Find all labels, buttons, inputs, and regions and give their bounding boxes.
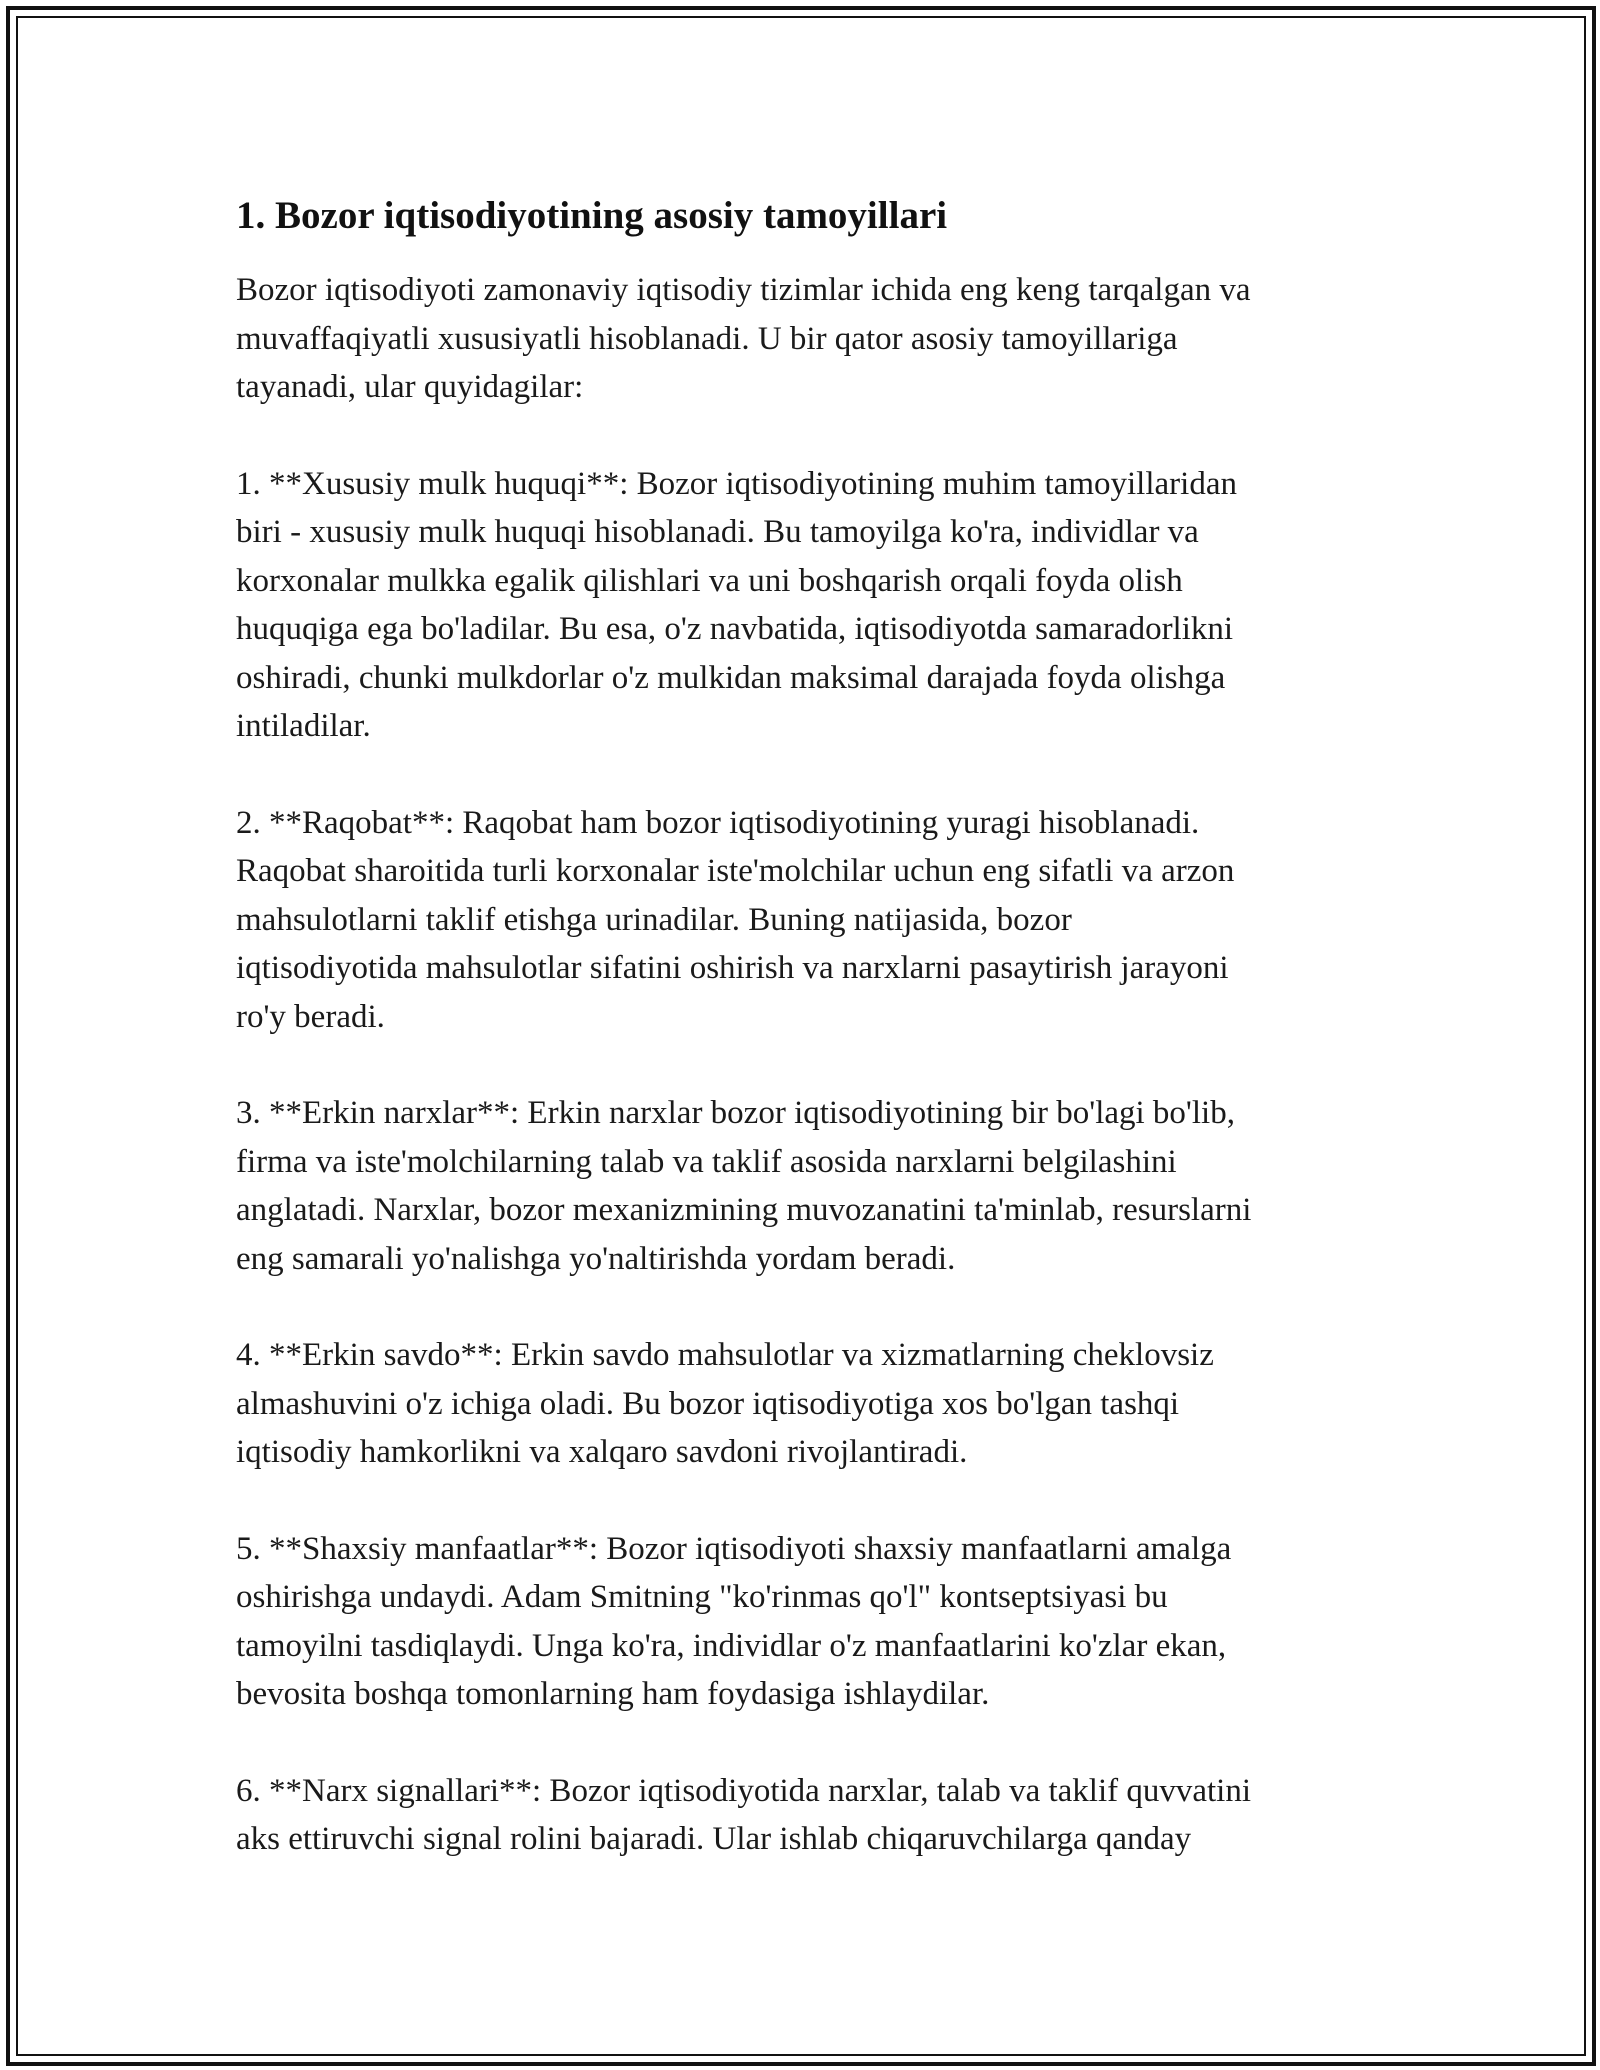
document-body bbox=[236, 188, 1376, 1912]
intro-paragraph: Bozor iqtisodiyoti zamonaviy iqtisodiy tizimlar ichida eng keng tarqalgan va muvaffaqiyatli xususiyatli hisoblanadi. U bir qator asosiy tamoyillariga tayanadi, ular quyidagilar: bbox=[236, 272, 1251, 405]
principle-self-interest: 5. **Shaxsiy manfaatlar**: Bozor iqtisodiyoti shaxsiy manfaatlarni amalga oshirishga undaydi. Adam Smitning "ko'rinmas qo'l" kontseptsiyasi bu tamoyilni tasdiqlaydi. Unga ko'ra, individlar o'z manfaatlarini ko'zlar ekan, bevosita boshqa tomonlarning ham foydasiga ishlaydilar. bbox=[236, 1530, 1232, 1712]
principle-free-trade: 4. **Erkin savdo**: Erkin savdo mahsulotlar va xizmatlarning cheklovsiz almashuvini o'z ichiga oladi. Bu bozor iqtisodiyotiga xos bo'lgan tashqi iqtisodiy hamkorlikni va xalqaro savdoni rivojlantiradi. bbox=[236, 1337, 1214, 1470]
principle-private-property: 1. **Xususiy mulk huquqi**: Bozor iqtisodiyotining muhim tamoyillaridan biri - xususiy mulk huquqi hisoblanadi. Bu tamoyilga ko'ra, individlar va korxonalar mulkka egalik qilishlari va uni boshqarish orqali foyda olish huquqiga ega bo'ladilar. Bu esa, o'z navbatida, iqtisodiyotda samaradorlikni oshiradi, chunki mulkdorlar o'z mulkidan maksimal darajada foyda olishga intiladilar. bbox=[236, 465, 1237, 744]
principle-competition: 2. **Raqobat**: Raqobat ham bozor iqtisodiyotining yuragi hisoblanadi. Raqobat sharoitida turli korxonalar iste'molchilar uchun eng sifatli va arzon mahsulotlarni taklif etishga urinadilar. Buning natijasida, bozor iqtisodiyotida mahsulotlar sifatini oshirish va narxlarni pasaytirish jarayoni ro'y beradi. bbox=[236, 804, 1235, 1035]
section-heading: 1. Bozor iqtisodiyotining asosiy tamoyillari bbox=[236, 194, 948, 237]
principle-free-prices: 3. **Erkin narxlar**: Erkin narxlar bozor iqtisodiyotining bir bo'lagi bo'lib, firma va iste'molchilarning talab va taklif asosida narxlarni belgilashini anglatadi. Narxlar, bozor mexanizmining muvozanatini ta'minlab, resurslarni eng samarali yo'nalishga yo'naltirishda yordam beradi. bbox=[236, 1095, 1252, 1277]
principle-price-signals: 6. **Narx signallari**: Bozor iqtisodiyotida narxlar, talab va taklif quvvatini aks ettiruvchi signal rolini bajaradi. Ular ishlab chiqaruvchilarga qanday bbox=[236, 1772, 1252, 1857]
